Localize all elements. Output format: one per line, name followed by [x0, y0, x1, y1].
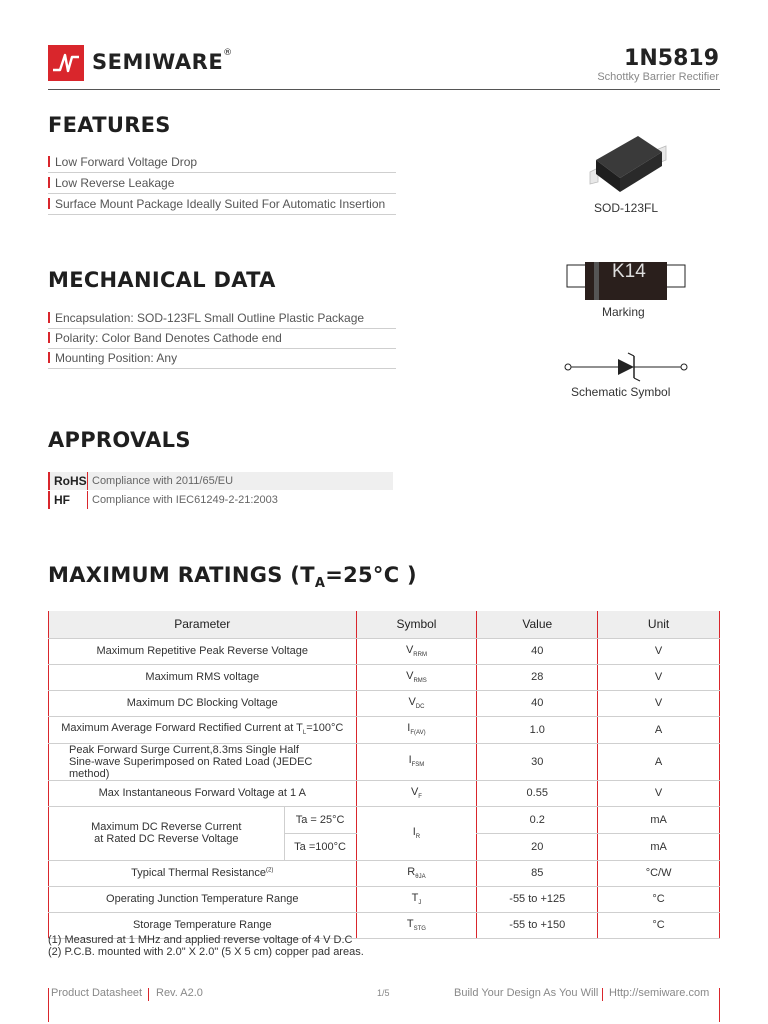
- footer-page-number: 1/5: [377, 988, 390, 998]
- header-value: Value: [477, 611, 598, 638]
- approval-key: RoHS: [48, 472, 88, 490]
- mechanical-item: Mounting Position: Any: [48, 348, 396, 369]
- package-label: SOD-123FL: [594, 201, 659, 215]
- marking-label: Marking: [602, 305, 645, 319]
- part-subtitle: Schottky Barrier Rectifier: [597, 71, 719, 83]
- approval-row-rohs: [48, 472, 393, 490]
- approvals-title: APPROVALS: [48, 428, 191, 452]
- table-row: Maximum Repetitive Peak Reverse Voltage $V_{RRM}$ 40 V: [49, 638, 720, 664]
- footer-left-bar: [48, 988, 49, 1022]
- ratings-title: MAXIMUM RATINGS ($T_A=25^\circ C$ ): [48, 563, 417, 592]
- footer-separator: [148, 988, 149, 1001]
- table-row: Operating Junction Temperature Range $T_J$ -55 to +125 °C: [49, 886, 720, 912]
- approval-key: HF: [48, 491, 88, 509]
- table-header-row: [49, 611, 720, 638]
- diode-schematic-icon: [562, 352, 690, 382]
- features-title: FEATURES: [48, 113, 171, 137]
- brand-logo-icon: [48, 45, 84, 81]
- feature-item: Surface Mount Package Ideally Suited For Automatic Insertion: [48, 194, 396, 215]
- package-image: [586, 130, 670, 200]
- marking-code: K14: [612, 261, 646, 282]
- header-divider: [48, 89, 720, 90]
- feature-item: Low Reverse Leakage: [48, 173, 396, 194]
- approval-row-hf: [48, 491, 393, 509]
- ratings-table: [48, 611, 720, 939]
- footer-url[interactable]: Http://semiware.com: [609, 987, 710, 999]
- table-row: Typical Thermal Resistance$^{(2)}$ $R_{\theta JA}$ 85 °C/W: [49, 860, 720, 886]
- mechanical-item: Encapsulation: SOD-123FL Small Outline Plastic Package: [48, 308, 396, 329]
- header-parameter: Parameter: [49, 611, 357, 638]
- table-row: Maximum Average Forward Rectified Current at $T_L=100^\circ C$ $I_{F(AV)}$ 1.0 A: [49, 716, 720, 743]
- feature-item: Low Forward Voltage Drop: [48, 152, 396, 173]
- footer-slogan: Build Your Design As You Will: [454, 987, 599, 999]
- header-unit: Unit: [598, 611, 720, 638]
- brand-name: SEMIWARE®: [92, 48, 233, 74]
- schematic-label: Schematic Symbol: [571, 385, 671, 399]
- table-row: Maximum RMS voltage $V_{RMS}$ 28 V: [49, 664, 720, 690]
- approval-value: Compliance with IEC61249-2-21:2003: [92, 494, 278, 506]
- mechanical-item: Polarity: Color Band Denotes Cathode end: [48, 328, 396, 349]
- table-row: Peak Forward Surge Current,8.3ms Single Half Sine-wave Superimposed on Rated Load (JEDEC method) $I_{FSM}$ 30 A: [49, 743, 720, 780]
- footer-separator: [602, 988, 603, 1001]
- table-row: Max Instantaneous Forward Voltage at 1 A $V_F$ 0.55 V: [49, 780, 720, 806]
- footer-revision: Rev. A2.0: [156, 987, 203, 999]
- table-row: Storage Temperature Range $T_{STG}$ -55 to +150 °C: [49, 912, 720, 938]
- approval-value: Compliance with 2011/65/EU: [92, 475, 234, 487]
- table-row: Ta =100°C 20 mA: [49, 833, 720, 860]
- mechanical-title: MECHANICAL DATA: [48, 268, 276, 292]
- table-row: Maximum DC Reverse Current at Rated DC Reverse Voltage Ta = 25°C $I_R$ 0.2 mA: [49, 806, 720, 833]
- header-symbol: Symbol: [356, 611, 477, 638]
- footer-doc-type: Product Datasheet: [51, 987, 143, 999]
- part-number: 1N5819: [624, 46, 719, 71]
- table-row: Maximum DC Blocking Voltage $V_{DC}$ 40 V: [49, 690, 720, 716]
- table-notes: (1) Measured at 1 MHz and applied reverse voltage of 4 V D.C (2) P.C.B. mounted with 2.0" X 2.0" (5 X 5 cm) copper pad areas.: [48, 934, 364, 958]
- footer-right-bar: [719, 988, 720, 1022]
